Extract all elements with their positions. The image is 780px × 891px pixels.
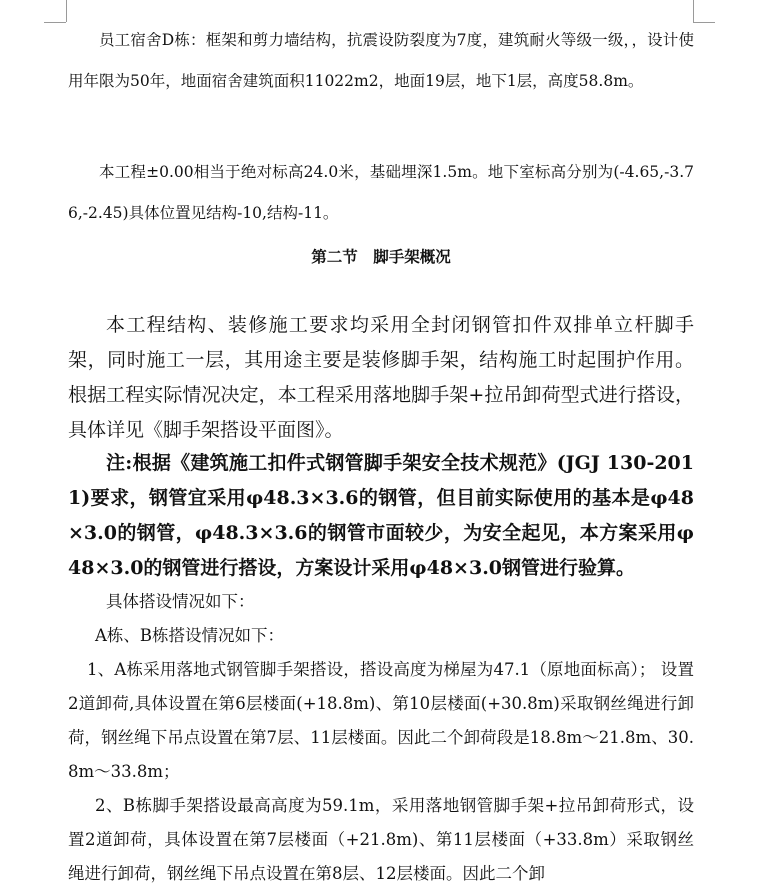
paragraph-building-d: 员工宿舍D栋：框架和剪力墙结构，抗震设防裂度为7度，建筑耐火等级一级，，设计使用年限为50年，地面宿舍建筑面积11022m2，地面19层，地下1层，高度58.8m。 — [68, 31, 694, 90]
paragraph-note: 注:根据《建筑施工扣件式钢管脚手架安全技术规范》(JGJ 130-2011)要求，钢管宜采用φ48.3×3.6的钢管，但目前实际使用的基本是φ48×3.0的钢管，φ48.3×3.6的钢管市面较少，为安全起见，本方案采用φ48×3.0的钢管进行搭设，方案设计采用φ48×3.0钢管进行验算。 — [68, 452, 694, 579]
crop-mark-top-left-horizontal — [44, 22, 66, 23]
crop-mark-top-right-vertical — [693, 0, 694, 22]
paragraph-elevation: 本工程±0.00相当于绝对标高24.0米，基础埋深1.5m。地下室标高分别为(-4.65,-3.76,-2.45)具体位置见结构-10,结构-11。 — [68, 163, 694, 222]
paragraph-ab-intro: A栋、B栋搭设情况如下： — [95, 626, 285, 645]
section-heading: 第二节 脚手架概况 — [311, 247, 451, 266]
crop-mark-top-right-horizontal — [693, 22, 715, 23]
list-item-building-a: 1、A栋采用落地式钢管脚手架搭设，搭设高度为梯屋为47.1（原地面标高）； 设置2道卸荷,具体设置在第6层楼面(+18.8m)、第10层楼面(+30.8m)采取钢丝绳进行卸荷，钢丝绳下吊点设置在第7层、11层楼面。因此二个卸荷段是18.8m～21.8m、30.8m～33.8m； — [68, 660, 694, 781]
list-item-building-b: 2、B栋脚手架搭设最高高度为59.1m，采用落地钢管脚手架+拉吊卸荷形式，设置2道卸荷，具体设置在第7层楼面（+21.8m)、第11层楼面（+33.8m）采取钢丝绳进行卸荷，钢丝绳下吊点设置在第8层、12层楼面。因此二个卸 — [68, 796, 694, 883]
paragraph-details-intro: 具体搭设情况如下： — [106, 592, 255, 611]
paragraph-overview: 本工程结构、装修施工要求均采用全封闭钢管扣件双排单立杆脚手架，同时施工一层，其用途主要是装修脚手架，结构施工时起围护作用。根据工程实际情况决定，本工程采用落地脚手架+拉吊卸荷型式进行搭设，具体详见《脚手架搭设平面图》。 — [68, 314, 694, 441]
crop-mark-top-left-vertical — [66, 0, 67, 22]
